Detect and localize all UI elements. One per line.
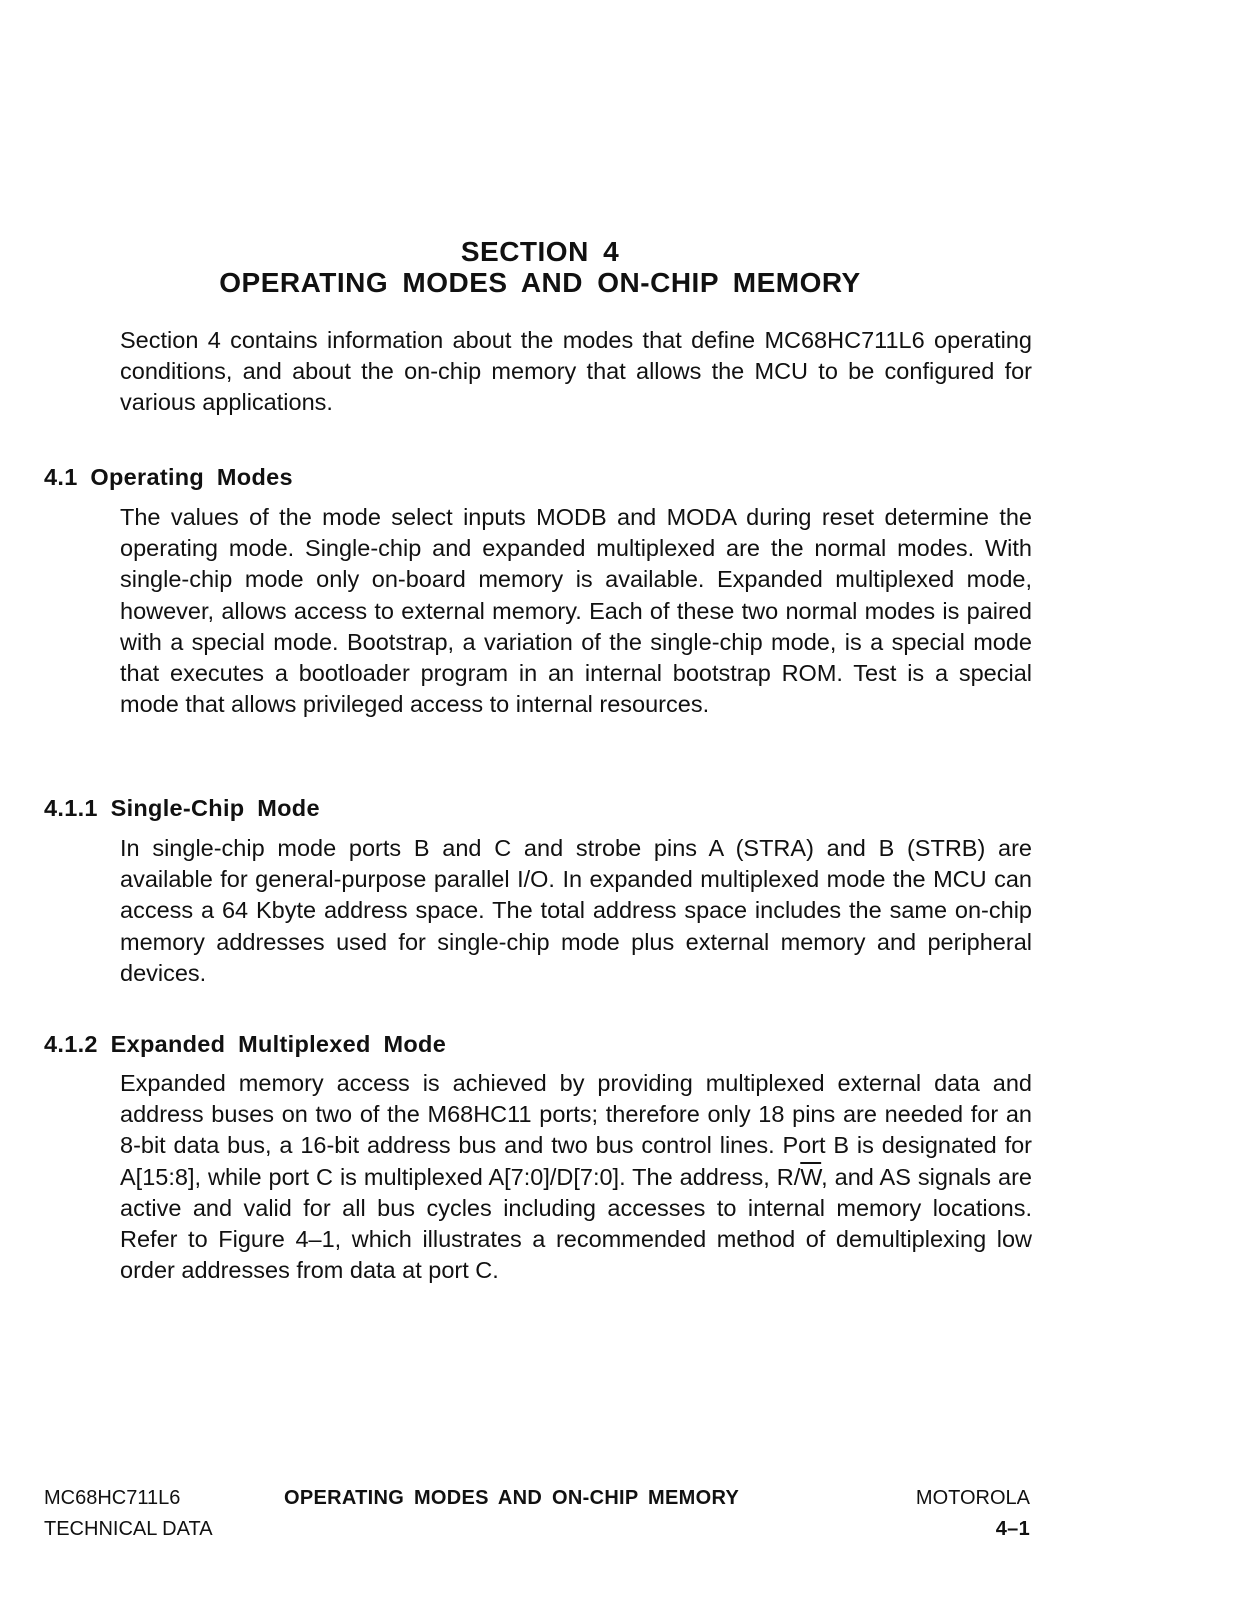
paragraph-4-1-2-part2: , and AS signals are active and valid for all bus cycles including accesses to internal memory locations. Refer to Figure 4–1, which illustrates a recommended method of demultiplexing low order addresses from data at port C. (120, 1163, 1032, 1284)
footer-company: MOTOROLA (915, 1487, 1030, 1509)
paragraph-4-1: The values of the mode select inputs MODB and MODA during reset determine the operating mode. Single-chip and expanded multiplexed are the normal modes. With single-chip mode only on-board memory is available. Expanded multiplexed mode, however, allows access to external memory. Each of these two normal modes is paired with a special mode. Bootstrap, a variation of the single-chip mode, is a special mode that executes a bootloader program in an internal bootstrap ROM. Test is a special mode that allows privileged access to internal resources. (120, 504, 1032, 718)
paragraph-4-1-2-part1: Expanded memory access is achieved by providing multiplexed external data and address buses on two of the M68HC11 ports; therefore only 18 pins are needed for an 8-bit data bus, a 16-bit address bus and two bus control lines. Port B is designated for A[15:8], while port C is multiplexed A[7:0]/D[7:0]. The address, R/ (120, 1070, 1032, 1190)
heading-4-1: 4.1 Operating Modes (44, 464, 293, 490)
paragraph-4-1-2 (120, 1068, 1032, 1286)
footer-page-number: 4–1 (995, 1518, 1030, 1540)
section-number: SECTION 4 (460, 236, 620, 267)
footer-part-number: MC68HC711L6 (44, 1487, 181, 1509)
heading-4-1-2: 4.1.2 Expanded Multiplexed Mode (44, 1031, 447, 1057)
section-intro-paragraph: Section 4 contains information about the modes that define MC68HC711L6 operating conditions, and about the on-chip memory that allows the MCU to be configured for various applications. (120, 327, 1032, 416)
footer-running-title: OPERATING MODES AND ON-CHIP MEMORY (284, 1487, 740, 1509)
section-title (0, 236, 1080, 298)
footer-doc-type: TECHNICAL DATA (44, 1518, 213, 1540)
rw-overline-signal: $\overline{W}$ (800, 1163, 822, 1190)
paragraph-4-1-1: In single-chip mode ports B and C and strobe pins A (STRA) and B (STRB) are available for general-purpose parallel I/O. In expanded multiplexed mode the MCU can access a 64 Kbyte address space. The total address space includes the same on-chip memory addresses used for single-chip mode plus external memory and peripheral devices. (120, 835, 1032, 986)
section-heading: OPERATING MODES AND ON-CHIP MEMORY (219, 267, 861, 298)
heading-4-1-1: 4.1.1 Single-Chip Mode (44, 795, 320, 821)
